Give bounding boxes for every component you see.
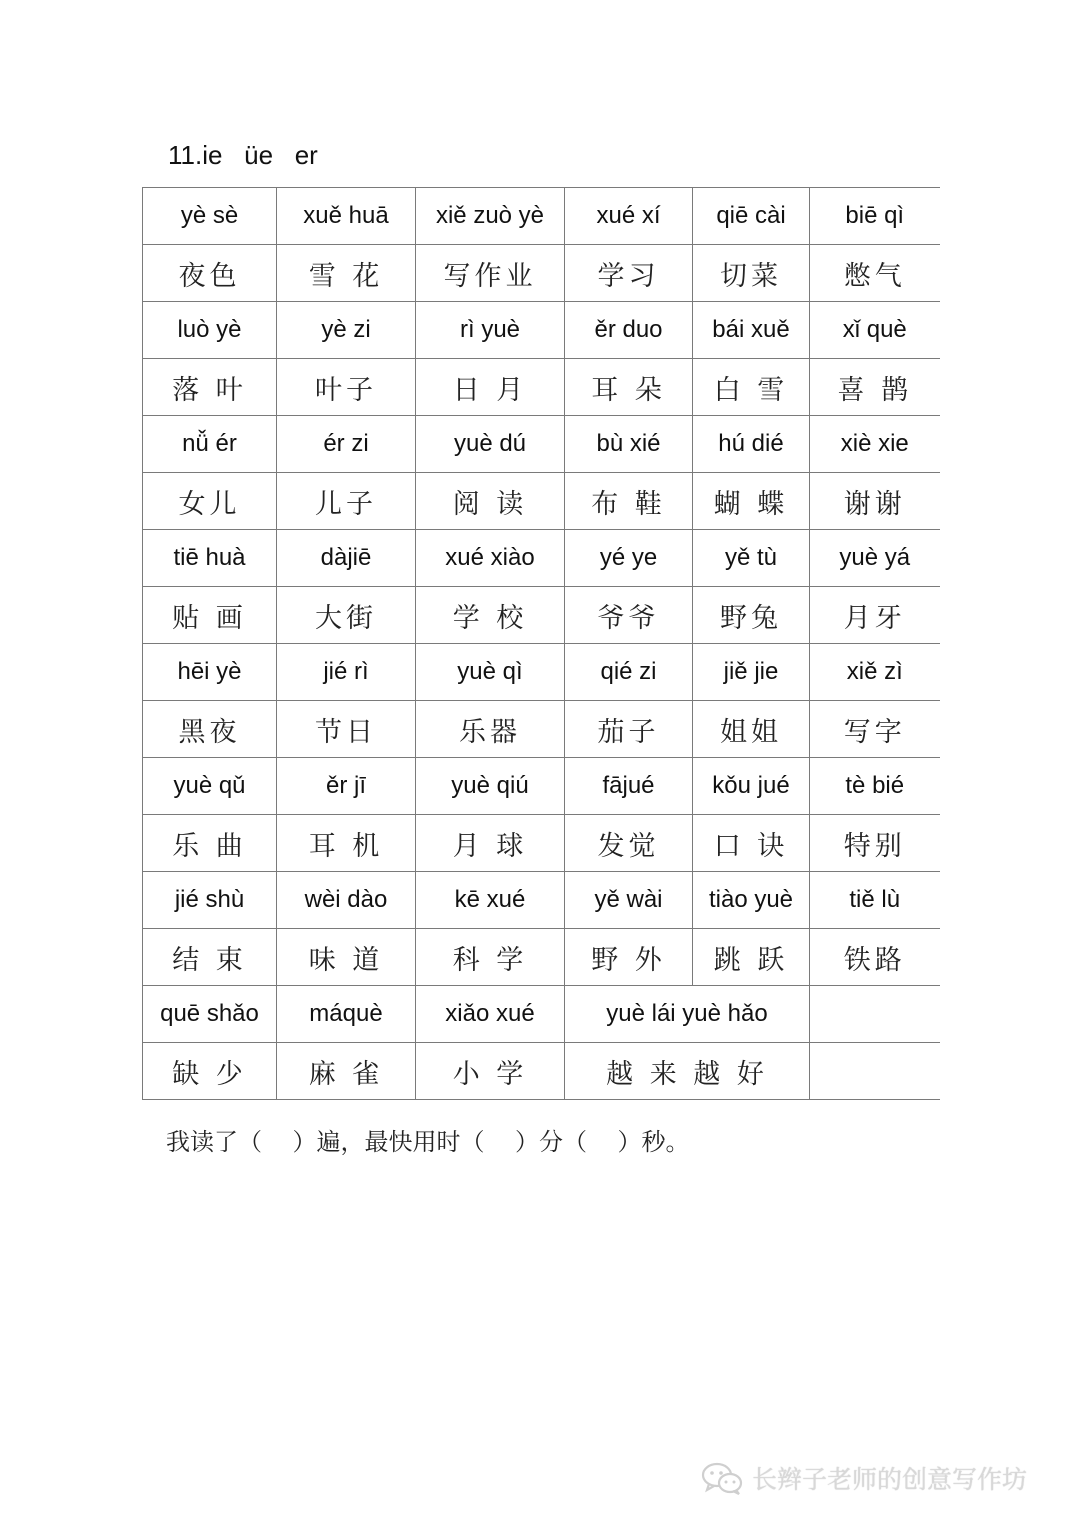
hanzi-cell: 乐器 [416,701,565,758]
hanzi-cell: 月牙 [810,587,940,644]
hanzi-cell: 憋气 [810,245,940,302]
pinyin-cell: yuè qǔ [143,758,277,815]
hanzi-cell: 越 来 越 好 [565,1043,810,1100]
hanzi-cell: 姐姐 [693,701,810,758]
hanzi-cell: 跳 跃 [693,929,810,986]
pinyin-cell: xǐ què [810,302,940,359]
hanzi-cell: 儿子 [277,473,416,530]
hanzi-cell: 贴 画 [143,587,277,644]
pinyin-row [143,302,940,359]
hanzi-cell: 夜色 [143,245,277,302]
pinyin-row [143,986,940,1043]
hanzi-row [143,815,940,872]
hanzi-cell: 切菜 [693,245,810,302]
hanzi-cell: 布 鞋 [565,473,693,530]
hanzi-cell: 写作业 [416,245,565,302]
hanzi-cell: 日 月 [416,359,565,416]
hanzi-cell: 耳 机 [277,815,416,872]
pinyin-cell: wèi dào [277,872,416,929]
hanzi-row [143,1043,940,1100]
hanzi-cell: 落 叶 [143,359,277,416]
pinyin-cell: ěr jī [277,758,416,815]
hanzi-row [143,473,940,530]
pinyin-cell: yuè dú [416,416,565,473]
hanzi-cell: 节日 [277,701,416,758]
pinyin-cell: yuè yá [810,530,940,587]
hanzi-cell: 小 学 [416,1043,565,1100]
pinyin-cell: tiē huà [143,530,277,587]
pinyin-cell: yè sè [143,188,277,245]
hanzi-cell: 月 球 [416,815,565,872]
hanzi-cell: 大街 [277,587,416,644]
pinyin-cell: hēi yè [143,644,277,701]
pinyin-row [143,416,940,473]
pinyin-row [143,758,940,815]
hanzi-cell: 耳 朵 [565,359,693,416]
pinyin-cell: yě wài [565,872,693,929]
pinyin-cell: fājué [565,758,693,815]
hanzi-row [143,245,940,302]
hanzi-cell: 黑夜 [143,701,277,758]
hanzi-row [143,587,940,644]
word-table [142,187,940,1100]
pinyin-cell: xiě zuò yè [416,188,565,245]
hanzi-cell: 蝴 蝶 [693,473,810,530]
pinyin-cell: kǒu jué [693,758,810,815]
pinyin-cell: luò yè [143,302,277,359]
hanzi-cell: 喜 鹊 [810,359,940,416]
reading-record-line: 我读了（ ）遍，最快用时（ ）分（ ）秒。 [166,1128,690,1156]
hanzi-row [143,701,940,758]
hanzi-cell: 叶子 [277,359,416,416]
section-title: 11.ie üe er [168,140,318,170]
hanzi-cell: 野 外 [565,929,693,986]
pinyin-cell: xué xiào [416,530,565,587]
hanzi-cell: 写字 [810,701,940,758]
pinyin-cell: xiǎo xué [416,986,565,1043]
hanzi-cell: 茄子 [565,701,693,758]
hanzi-cell: 野兔 [693,587,810,644]
hanzi-cell: 雪 花 [277,245,416,302]
hanzi-cell: 阅 读 [416,473,565,530]
pinyin-cell: hú dié [693,416,810,473]
pinyin-cell: yě tù [693,530,810,587]
hanzi-cell: 学习 [565,245,693,302]
hanzi-cell: 谢谢 [810,473,940,530]
hanzi-cell: 发觉 [565,815,693,872]
pinyin-row [143,872,940,929]
watermark-text: 长辫子老师的创意写作坊 [752,1465,1028,1494]
pinyin-cell: bù xié [565,416,693,473]
pinyin-cell: máquè [277,986,416,1043]
wechat-icon [700,1460,744,1496]
hanzi-cell: 味 道 [277,929,416,986]
pinyin-cell: ěr duo [565,302,693,359]
hanzi-cell: 女儿 [143,473,277,530]
pinyin-cell: rì yuè [416,302,565,359]
pinyin-cell: qiē cài [693,188,810,245]
hanzi-cell: 学 校 [416,587,565,644]
hanzi-cell: 铁路 [810,929,940,986]
pinyin-cell: tiào yuè [693,872,810,929]
hanzi-cell: 特别 [810,815,940,872]
hanzi-cell: 麻 雀 [277,1043,416,1100]
pinyin-cell: nǚ ér [143,416,277,473]
hanzi-cell: 口 诀 [693,815,810,872]
hanzi-cell: 结 束 [143,929,277,986]
pinyin-cell: yè zi [277,302,416,359]
pinyin-cell: jié rì [277,644,416,701]
pinyin-cell: tiě lù [810,872,940,929]
pinyin-row [143,188,940,245]
pinyin-cell: biē qì [810,188,940,245]
pinyin-cell: bái xuě [693,302,810,359]
hanzi-row [143,359,940,416]
pinyin-cell: dàjiē [277,530,416,587]
hanzi-cell: 缺 少 [143,1043,277,1100]
pinyin-cell: yuè qiú [416,758,565,815]
pinyin-cell: xuě huā [277,188,416,245]
pinyin-row [143,530,940,587]
pinyin-cell: kē xué [416,872,565,929]
pinyin-cell: jiě jie [693,644,810,701]
pinyin-row [143,644,940,701]
pinyin-cell: xiě zì [810,644,940,701]
pinyin-cell: yuè qì [416,644,565,701]
hanzi-cell: 爷爷 [565,587,693,644]
pinyin-cell: yuè lái yuè hǎo [565,986,810,1043]
hanzi-cell: 科 学 [416,929,565,986]
empty-cell [810,1043,940,1100]
pinyin-cell: xué xí [565,188,693,245]
pinyin-cell: tè bié [810,758,940,815]
pinyin-cell: jié shù [143,872,277,929]
pinyin-cell: xiè xie [810,416,940,473]
pinyin-cell: yé ye [565,530,693,587]
hanzi-row [143,929,940,986]
watermark [700,1456,1027,1500]
pinyin-cell: qié zi [565,644,693,701]
pinyin-cell: quē shǎo [143,986,277,1043]
hanzi-cell: 白 雪 [693,359,810,416]
hanzi-cell: 乐 曲 [143,815,277,872]
pinyin-cell: ér zi [277,416,416,473]
empty-cell [810,986,940,1043]
